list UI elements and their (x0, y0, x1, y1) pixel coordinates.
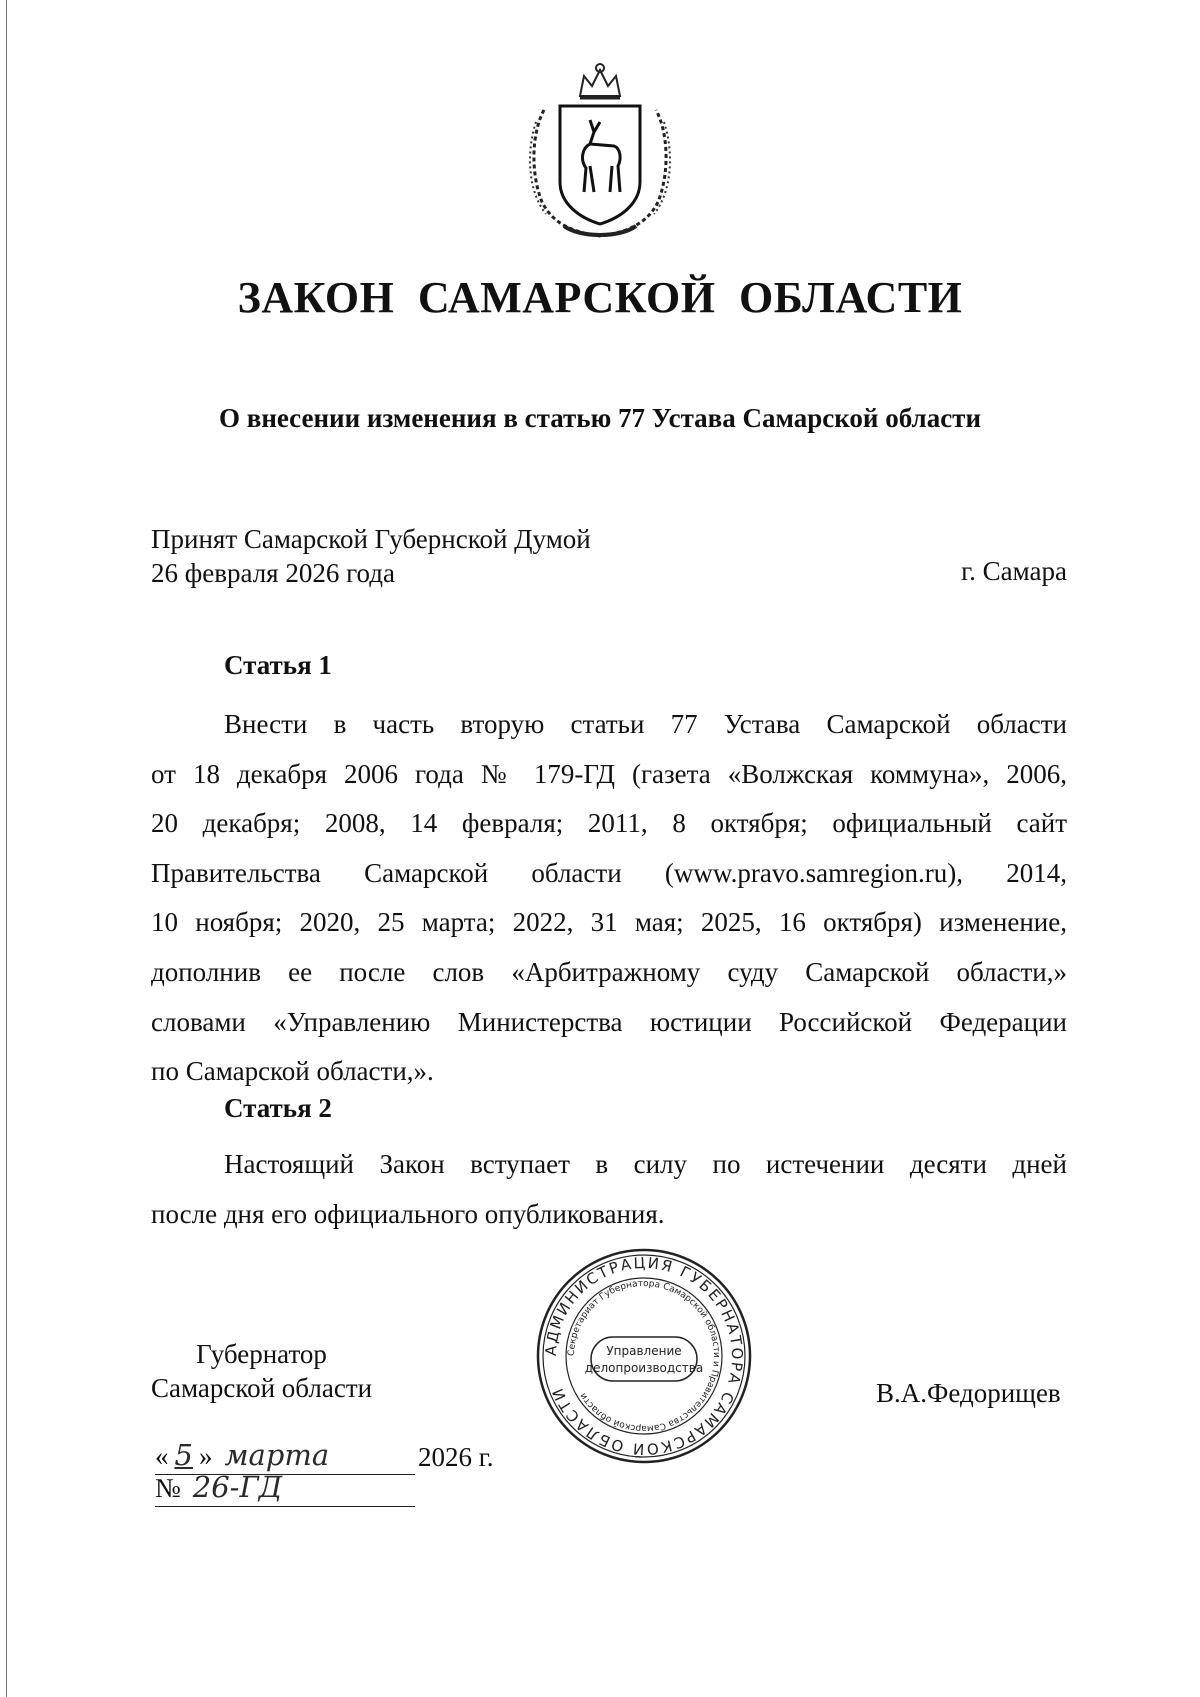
article-1-line: Внести в часть вторую статьи 77 Устава Самарской области (224, 709, 1067, 739)
position-line-1: Губернатор (196, 1339, 327, 1369)
adoption-line-2: 26 февраля 2026 года (151, 558, 395, 588)
adoption-city: г. Самара (961, 556, 1067, 586)
official-seal (533, 1245, 755, 1467)
date-day: 5 (174, 1438, 193, 1472)
adoption-line-1: Принят Самарской Губернской Думой (151, 524, 591, 554)
seal-center-line-1: Управление (606, 1344, 682, 1358)
article-1-line: дополнив ее после слов «Арбитражному суду Самарской области,» (151, 956, 1067, 987)
document-number: 26-ГД (192, 1470, 283, 1504)
number-field (155, 1470, 415, 1507)
article-1-line: от 18 декабря 2006 года № 179-ГД (газета «Волжская коммуна», 2006, (151, 758, 1067, 789)
document-title: ЗАКОН САМАРСКОЙ ОБЛАСТИ (237, 273, 963, 322)
article-1-title: Статья 1 (224, 650, 332, 680)
article-2-body (151, 1140, 1067, 1239)
page-edge-line (6, 0, 7, 1697)
number-prefix: № (155, 1473, 181, 1503)
article-1-line: словами «Управлению Министерства юстиции Российской Федерации (151, 1006, 1067, 1037)
date-month: марта (224, 1438, 330, 1472)
seal-outer-text: АДМИНИСТРАЦИЯ ГУБЕРНАТОРА САМАРСКОЙ ОБЛАСТИ (541, 1253, 747, 1459)
article-2-title: Статья 2 (224, 1093, 332, 1123)
article-2-line: Настоящий Закон вступает в силу по истечении десяти дней (224, 1149, 1067, 1179)
article-1-body (151, 700, 1067, 1097)
samara-coat-of-arms-icon (524, 62, 676, 240)
article-1-line: 10 ноября; 2020, 25 марта; 2022, 31 мая; 2025, 16 октября) изменение, (151, 907, 1067, 938)
seal-center-line-2: делопроизводства (584, 1361, 704, 1375)
article-2-line: после дня его официального опубликования. (151, 1198, 665, 1229)
date-close-quote: » (198, 1441, 213, 1471)
date-open-quote: « (155, 1441, 169, 1471)
signatory-name: В.А.Федорищев (876, 1378, 1061, 1408)
position-line-2: Самарской области (151, 1373, 373, 1403)
document-subtitle: О внесении изменения в статью 77 Устава Самарской области (218, 403, 981, 433)
article-1-line: 20 декабря; 2008, 14 февраля; 2011, 8 октября; официальный сайт (151, 808, 1067, 839)
seal-inner-text: Секретариат Губернатора Самарской области и Правительства Самарской области (566, 1278, 722, 1434)
signatory-position (151, 1337, 372, 1405)
article-1-line: Правительства Самарской области (www.pravo.samregion.ru), 2014, (151, 857, 1067, 888)
article-1-line: по Самарской области,». (151, 1056, 434, 1087)
adoption-info (151, 522, 591, 590)
date-year: 2026 г. (418, 1442, 494, 1472)
